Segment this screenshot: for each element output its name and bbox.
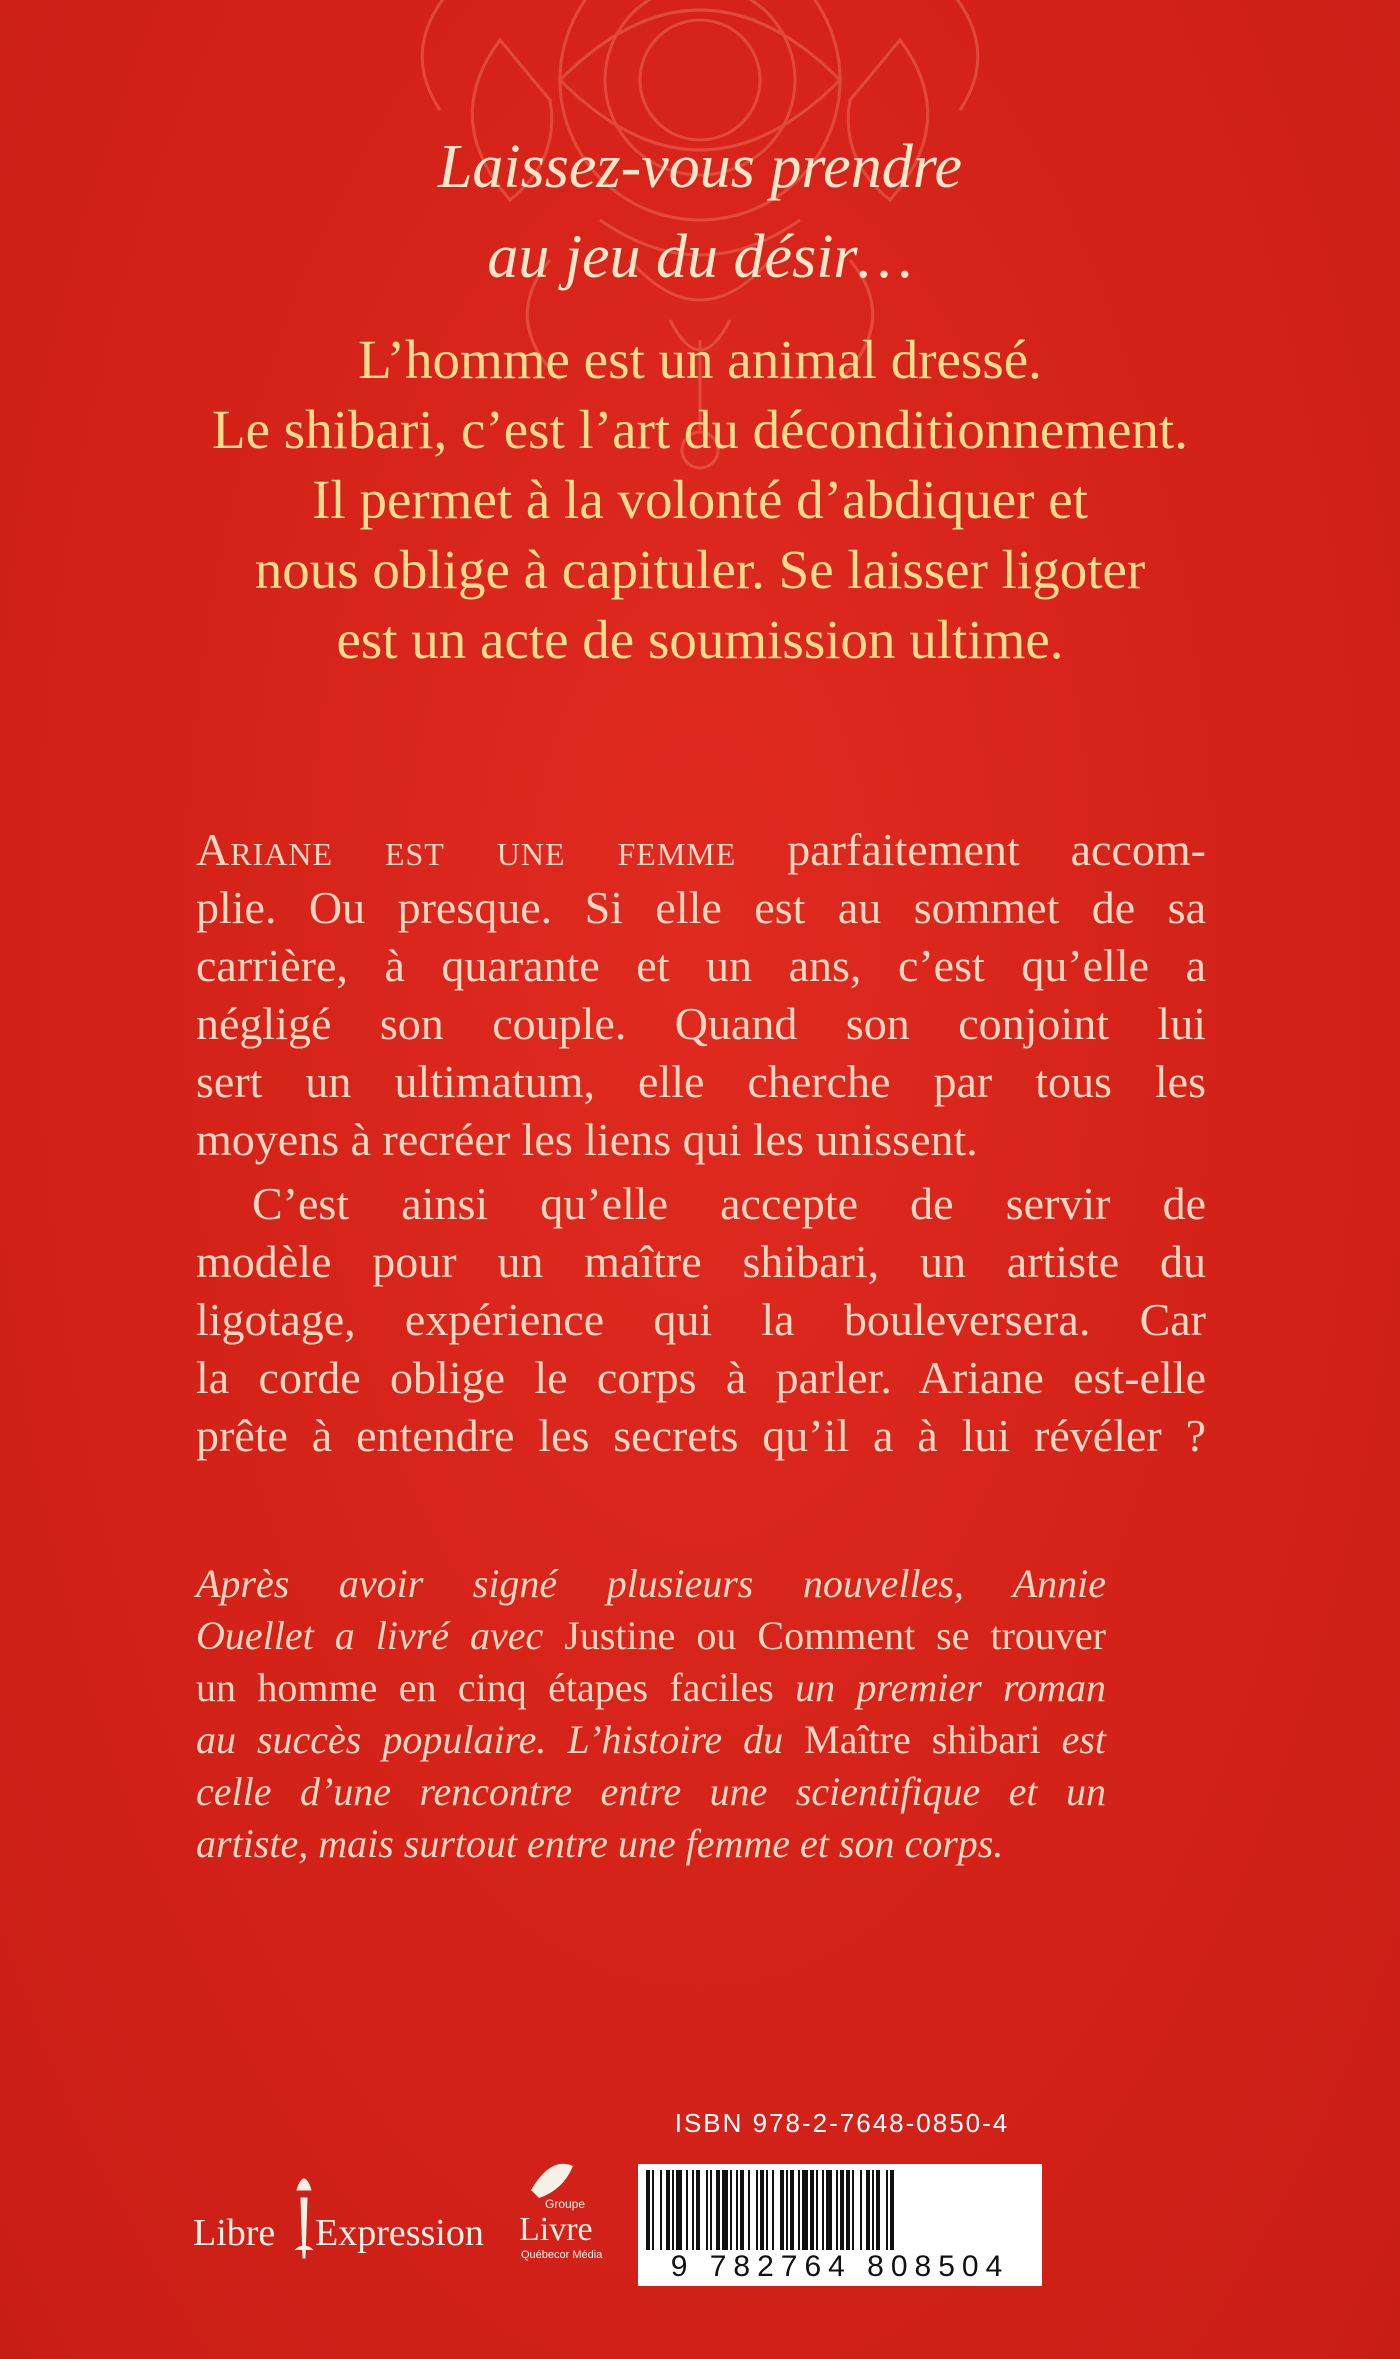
bio-line xyxy=(196,1610,1106,1662)
barcode-bar xyxy=(730,2170,732,2250)
barcode-bar xyxy=(760,2170,764,2250)
synopsis-line: la corde oblige le corps à parler. Ariane est-elle xyxy=(196,1352,1206,1403)
synopsis-line xyxy=(196,820,1206,880)
synopsis-line: moyens à recréer les liens qui les unissent. xyxy=(196,1114,978,1165)
barcode-bar xyxy=(836,2170,838,2250)
barcode-digits: 9 782764 808504 xyxy=(638,2250,1042,2284)
barcode-bar xyxy=(666,2170,670,2250)
synopsis-line: C’est ainsi qu’elle accepte de servir de xyxy=(252,1178,1206,1229)
barcode-bar xyxy=(810,2170,814,2250)
synopsis-line: négligé son couple. Quand son conjoint lui xyxy=(196,998,1206,1049)
synopsis-line: carrière, à quarante et un ans, c’est qu’elle a xyxy=(196,940,1206,991)
barcode-bar xyxy=(786,2170,788,2250)
isbn-label: ISBN 978-2-7648-0850-4 xyxy=(674,2108,1010,2138)
barcode-bar xyxy=(790,2170,794,2250)
synopsis-line: plie. Ou presque. Si elle est au sommet de sa xyxy=(196,882,1206,933)
bio-text: Ouellet a livré avec xyxy=(196,1613,565,1658)
barcode-bar xyxy=(780,2170,784,2250)
barcode-bar xyxy=(886,2170,888,2250)
barcode-bar xyxy=(676,2170,682,2250)
logo-livre: Livre xyxy=(519,2211,593,2248)
bio-line: celle d’une rencontre entre une scientifique et un xyxy=(196,1769,1106,1814)
barcode-bar xyxy=(706,2170,708,2250)
bio-text: au succès populaire. L’histoire du xyxy=(196,1717,805,1762)
torch-icon xyxy=(295,2179,313,2258)
synopsis-line: modèle pour un maître shibari, un artiste du xyxy=(196,1236,1206,1287)
barcode-bar xyxy=(798,2170,800,2250)
teaser-line: nous oblige à capituler. Se laisser ligoter xyxy=(254,539,1146,600)
barcode-bar xyxy=(822,2170,824,2250)
leaf-icon xyxy=(531,2164,573,2198)
synopsis-line: prête à entendre les secrets qu’il a à lui révéler ? xyxy=(196,1410,1206,1461)
barcode-bar xyxy=(686,2170,688,2250)
barcode-bar xyxy=(756,2170,758,2250)
barcode-bar xyxy=(802,2170,808,2250)
bio-text: un premier roman xyxy=(795,1665,1107,1710)
synopsis-line: sert un ultimatum, elle cherche par tous les xyxy=(196,1056,1206,1107)
barcode-bar xyxy=(740,2170,744,2250)
barcode-bar xyxy=(672,2170,674,2250)
barcode-bar xyxy=(716,2170,720,2250)
barcode-bar xyxy=(890,2170,894,2250)
barcode-bar xyxy=(696,2170,700,2250)
teaser-line: est un acte de soumission ultime. xyxy=(336,609,1064,670)
synopsis-line: ligotage, expérience qui la bouleversera. Car xyxy=(196,1294,1206,1345)
bio-line xyxy=(196,1662,1106,1714)
publisher-logos xyxy=(185,2150,605,2270)
barcode-bar xyxy=(876,2170,880,2250)
logo-quebecor: Québecor Média xyxy=(521,2249,603,2261)
logo-expression: Expression xyxy=(315,2212,484,2254)
bio-line: artiste, mais surtout entre une femme et son corps. xyxy=(196,1821,1004,1866)
barcode-bar xyxy=(846,2170,850,2250)
logo-groupe: Groupe xyxy=(545,2197,586,2211)
book-title: Maître shibari xyxy=(804,1717,1041,1762)
barcode-bar xyxy=(826,2170,832,2250)
teaser-line: L’homme est un animal dressé. xyxy=(358,329,1042,390)
tagline-line-2: au jeu du désir… xyxy=(487,223,913,291)
barcode-bar xyxy=(860,2170,862,2250)
tagline-line-1: Laissez-vous prendre xyxy=(437,133,963,201)
bio-line xyxy=(196,1714,1106,1766)
barcode xyxy=(638,2164,1042,2286)
barcode-bar xyxy=(866,2170,870,2250)
barcode-bar xyxy=(766,2170,768,2250)
bio-line: Après avoir signé plusieurs nouvelles, Annie xyxy=(196,1561,1106,1606)
barcode-bar xyxy=(646,2170,650,2250)
book-title: un homme en cinq étapes faciles xyxy=(196,1665,796,1710)
barcode-bar xyxy=(660,2170,662,2250)
barcode-bar xyxy=(872,2170,874,2250)
teaser-line: Le shibari, c’est l’art du déconditionnement. xyxy=(212,399,1188,460)
synopsis-lead: Ariane est une femme xyxy=(196,824,737,875)
barcode-bar xyxy=(816,2170,818,2250)
barcode-bar xyxy=(652,2170,654,2250)
synopsis-line-rest: parfaitement accom- xyxy=(787,824,1206,875)
barcode-bar xyxy=(692,2170,694,2250)
barcode-bar xyxy=(722,2170,728,2250)
logo-libre: Libre xyxy=(193,2212,276,2254)
barcode-bar xyxy=(736,2170,738,2250)
barcode-bar xyxy=(840,2170,844,2250)
book-title: Justine ou Comment se trouver xyxy=(564,1613,1107,1658)
barcode-bar xyxy=(710,2170,712,2250)
barcode-bar xyxy=(772,2170,774,2250)
barcode-bar xyxy=(852,2170,854,2250)
bio-text: est xyxy=(1040,1717,1106,1762)
teaser-line: Il permet à la volonté d’abdiquer et xyxy=(312,469,1088,530)
barcode-bar xyxy=(748,2170,750,2250)
